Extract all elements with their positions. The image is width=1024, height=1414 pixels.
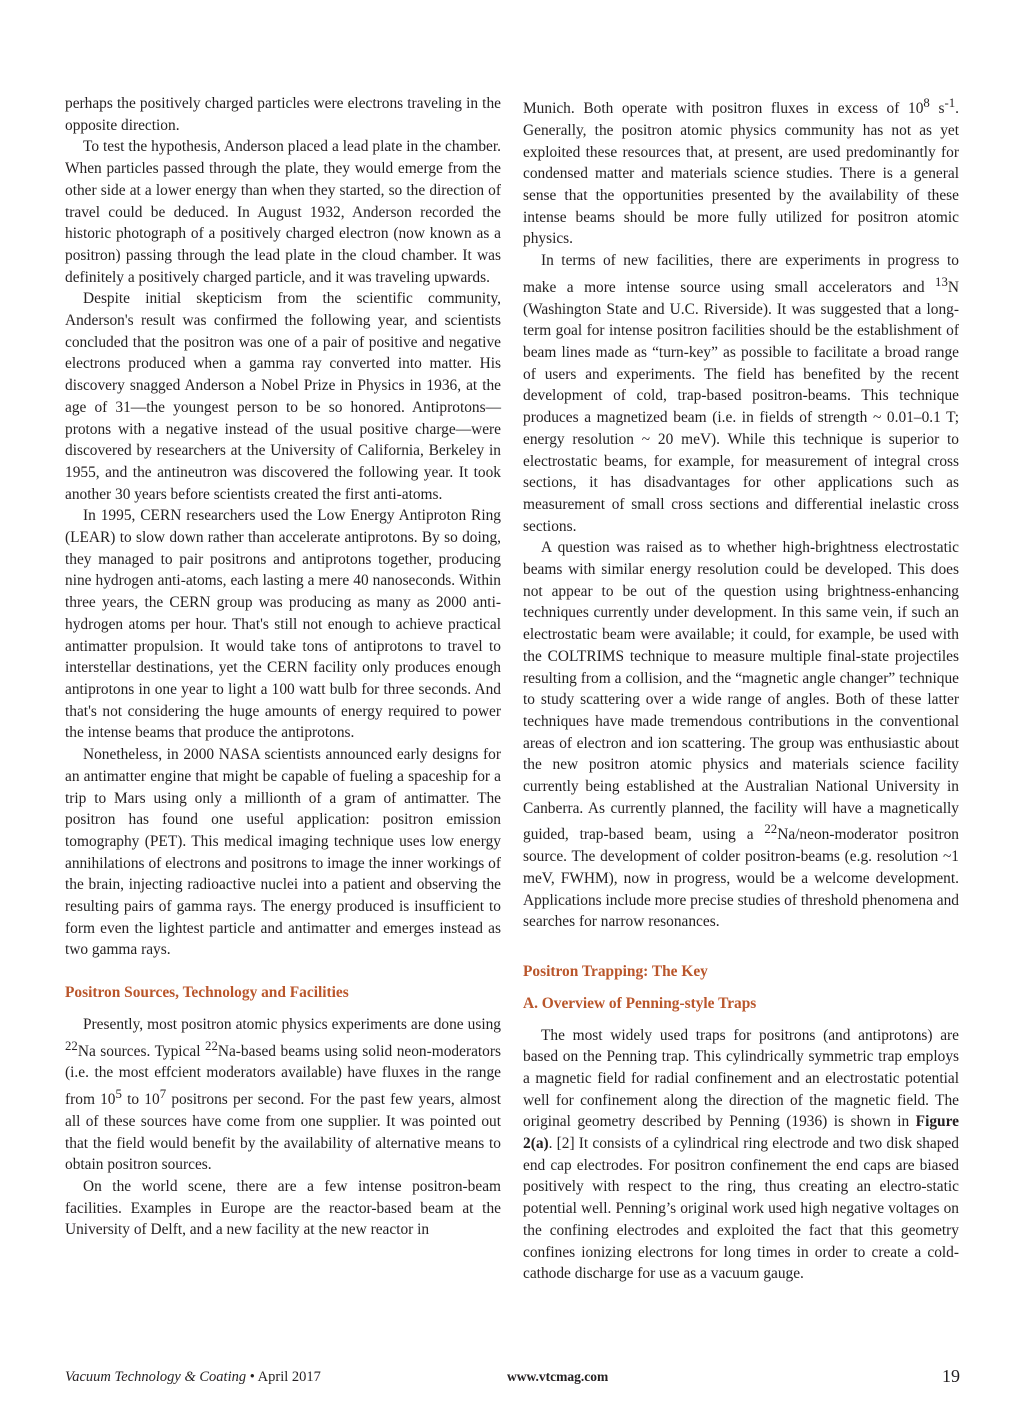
body-paragraph: In terms of new facilities, there are experiments in progress to make a more intense source using small accelerators and $^{13}$N (Washington State and U.C. Riverside). It was suggested that a long-term goal for intense positron facilities should be the establishment of beam lines made as “turn-key” as possible to facilitate a broad range of users and experiments. The field has benefited by the recent development of cold, trap-based positron-beams. This technique produces a magnetized beam (i.e. in fields of strength ~ 0.01–0.1 T; energy resolution ~ 20 meV). While this technique is superior to electrostatic beams, for example, for measurement of integral cross sections, it has disadvantages for other applications such as measurement of small cross sections and differential inelastic cross sections.	[523, 252, 959, 535]
subsection-heading-penning: A. Overview of Penning-style Traps	[523, 994, 757, 1012]
body-paragraph: perhaps the positively charged particles were electrons traveling in the opposite direction.	[65, 95, 501, 134]
body-paragraph: The most widely used traps for positrons (and antiprotons) are based on the Penning trap. This cylindrically symmetric trap employs a magnetic field for radial confinement and an electrostatic potential well for confinement along the direction of the magnetic field. The original geometry described by Penning (1936) is shown in Figure 2(a). [2] It consists of a cylindrical ring electrode and two disk shaped end cap electrodes. For positron confinement the end caps are biased positively with respect to the ring, thus creating an electro-static potential well. Penning’s original work used high negative voltages on the confining electrodes and exploited the fact that this geometry confines ionizing electrons for long times in order to create a cold-cathode discharge for use as a vacuum gauge.	[523, 1026, 959, 1283]
body-paragraph: A question was raised as to whether high-brightness electrostatic beams with similar energy resolution could be developed. This does not appear to be out of the question using brightness-enhancing techniques currently under development. In this same vein, if such an electrostatic beam were available; it could, for example, be used with the COLTRIMS technique to measure multiple final-state projectiles resulting from a collision, and the “magnetic angle changer” technique to study scattering over a wide range of angles. Both of these latter techniques have made tremendous contributions in the conventional areas of electron and ion scattering. The group was enthusiastic about the new positron atomic physics and materials science facility currently being established at the Australian National University in Canberra. As currently planned, the facility will have a magnetically guided, trap-based beam, using a $^{22}$Na/neon-moderator positron source. The development of colder positron-beams (e.g. resolution ~1 meV, FWHM), now in progress, would be a welcome development. Applications include more precise studies of threshold phenomena and searches for narrow resonances.	[523, 539, 959, 931]
body-paragraph: Munich. Both operate with positron fluxes in excess of $10^8$ $s^{-1}$. Generally, the positron atomic physics community has not as yet exploited these resources that, at present, are used predominantly for condensed matter and materials science studies. There is a general sense that the opportunities presented by the availability of these intense beams should be more fully utilized for positron atomic physics.	[523, 96, 959, 248]
page-number: 19	[942, 1366, 960, 1386]
section-heading-sources: Positron Sources, Technology and Facilities	[65, 984, 349, 1002]
body-paragraph: Despite initial skepticism from the scientific community, Anderson's result was confirmed the following year, and scientists concluded that the positron was one of a pair of positive and negative electrons produced when a gamma ray converted into matter. His discovery snagged Anderson a Nobel Prize in Physics in 1936, at the age of 31—the youngest person to be so honored. Antiprotons—protons with a negative instead of the usual positive charge—were discovered by researchers at the University of California, Berkeley in 1955, and the antineutron was discovered the following year. It took another 30 years before scientists created the first anti-atoms.	[65, 290, 501, 503]
body-paragraph: Nonetheless, in 2000 NASA scientists announced early designs for an antimatter engine that might be capable of fueling a spaceship for a trip to Mars using only a millionth of a gram of antimatter. The positron has found one useful application: positron emission tomography (PET). This medical imaging technique uses low energy annihilations of electrons and positrons to image the inner workings of the brain, injecting radioactive nuclei into a patient and observing the resulting pairs of gamma rays. The energy produced is insufficient to form even the lightest particle and antimatter and emerges instead as two gamma rays.	[65, 746, 501, 959]
body-paragraph: In 1995, CERN researchers used the Low Energy Antiproton Ring (LEAR) to slow down rather than accelerate antiprotons. By so doing, they managed to pair positrons and antiprotons together, producing nine hydrogen anti-atoms, each lasting a mere 40 nanoseconds. Within three years, the CERN group was producing as many as 2000 anti-hydrogen atoms per hour. That's still not enough to achieve practical antimatter propulsion. It would take tons of antiprotons to travel to interstellar destinations, yet the CERN facility only produces enough antiprotons in one year to light a 100 watt bulb for three seconds. And that's not considering the huge amounts of energy required to power the intense beams that produce the antiprotons.	[65, 507, 501, 742]
body-paragraph: Presently, most positron atomic physics experiments are done using $^{22}$Na sources. Typical $^{22}$Na-based beams using solid neon-moderators (i.e. the most effcient moderators available) have fluxes in the range from $10^5$ to $10^7$ positrons per second. For the past few years, almost all of these sources have come from one supplier. It was pointed out that the field would benefit by the availability of alternative means to obtain positron sources.	[65, 1015, 501, 1174]
footer-publication: Vacuum Technology & Coating • April 2017	[65, 1369, 321, 1385]
body-paragraph: On the world scene, there are a few intense positron-beam facilities. Examples in Europe are the reactor-based beam at the University of Delft, and a new facility at the new reactor in	[65, 1178, 501, 1239]
footer-url: www.vtcmag.com	[507, 1369, 609, 1384]
section-heading-trapping: Positron Trapping: The Key	[523, 963, 708, 981]
body-paragraph: To test the hypothesis, Anderson placed a lead plate in the chamber. When particles passed through the plate, they would emerge from the other side at a lower energy than when they started, so the direction of travel could be deduced. In August 1932, Anderson recorded the historic photograph of a positively charged electron (now known as a positron) passing through the lead plate in the cloud chamber. It was definitely a positively charged particle, and it was traveling upwards.	[65, 138, 501, 286]
left-column	[65, 93, 501, 1241]
right-column	[523, 93, 959, 1285]
figure-reference: Figure 2(a)	[523, 1113, 959, 1153]
